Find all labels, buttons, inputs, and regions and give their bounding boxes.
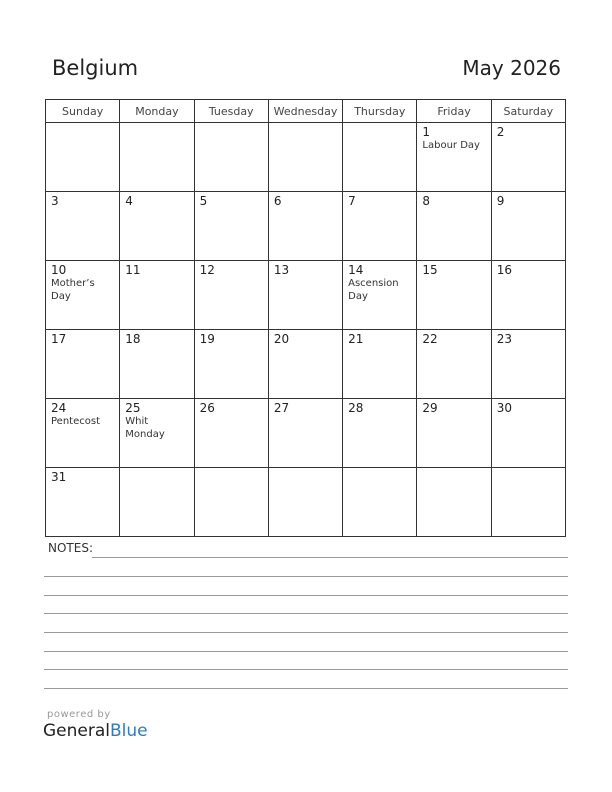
week-row (46, 330, 566, 399)
day-cell (417, 399, 491, 468)
day-cell (417, 468, 491, 537)
powered-by-text: powered by (47, 709, 111, 720)
day-cell (120, 330, 194, 399)
day-number: 13 (273, 263, 290, 277)
day-cell (268, 192, 342, 261)
notes-line (44, 576, 568, 577)
notes-line (44, 613, 568, 614)
day-cell (194, 468, 268, 537)
weekday-header: Tuesday (194, 100, 268, 123)
day-cell (268, 468, 342, 537)
day-number: 26 (199, 401, 215, 415)
calendar-grid (45, 99, 566, 537)
day-cell (268, 330, 342, 399)
day-cell (120, 123, 194, 192)
day-cell (417, 261, 491, 330)
day-number: 16 (496, 263, 512, 277)
day-cell (120, 468, 194, 537)
day-cell (343, 123, 417, 192)
month-title: May 2026 (462, 56, 561, 80)
day-cell (46, 261, 120, 330)
day-cell (120, 399, 194, 468)
day-cell (194, 192, 268, 261)
day-cell (268, 261, 342, 330)
weekday-header: Sunday (46, 100, 120, 123)
day-number: 3 (51, 194, 59, 208)
day-cell (46, 399, 120, 468)
week-row (46, 468, 566, 537)
day-number: 8 (422, 194, 431, 208)
week-row (46, 261, 566, 330)
day-number: 24 (51, 401, 67, 415)
day-cell (417, 123, 491, 192)
notes-line (44, 632, 568, 633)
notes-line (44, 651, 568, 652)
notes-line (44, 669, 568, 670)
week-row (46, 399, 566, 468)
day-cell (46, 330, 120, 399)
day-cell (194, 261, 268, 330)
brand-blue: Blue (110, 721, 148, 741)
holiday-label: Labour Day (422, 140, 480, 151)
day-cell (491, 330, 565, 399)
day-number: 4 (125, 194, 133, 208)
brand-logo (43, 721, 148, 741)
holiday-label: Ascension Day (348, 278, 399, 302)
day-cell (194, 399, 268, 468)
day-cell (417, 192, 491, 261)
day-number: 31 (51, 470, 67, 484)
day-cell (343, 468, 417, 537)
holiday-label: Whit Monday (125, 416, 165, 440)
day-number: 25 (125, 401, 141, 415)
day-cell (46, 123, 120, 192)
day-number: 21 (348, 332, 364, 346)
day-cell (491, 261, 565, 330)
day-cell (120, 192, 194, 261)
day-cell (46, 468, 120, 537)
day-number: 1 (422, 125, 431, 139)
country-title: Belgium (52, 56, 139, 80)
weekday-header: Friday (417, 100, 491, 123)
day-number: 7 (348, 194, 356, 208)
day-number: 30 (496, 401, 512, 415)
day-cell (343, 330, 417, 399)
weekday-header: Thursday (343, 100, 417, 123)
day-cell (194, 330, 268, 399)
day-number: 14 (348, 263, 364, 277)
week-row (46, 192, 566, 261)
day-cell (46, 192, 120, 261)
day-cell (491, 468, 565, 537)
day-cell (120, 261, 194, 330)
day-cell (343, 399, 417, 468)
day-number: 23 (496, 332, 512, 346)
notes-line (44, 688, 568, 689)
day-number: 6 (273, 194, 282, 208)
notes-line (44, 595, 568, 596)
day-number: 28 (348, 401, 364, 415)
day-cell (491, 399, 565, 468)
brand-general: General (43, 721, 110, 741)
weekday-header: Saturday (491, 100, 565, 123)
day-number: 11 (125, 263, 141, 277)
day-number: 9 (496, 194, 505, 208)
day-number: 27 (273, 401, 290, 415)
day-number: 29 (422, 401, 438, 415)
day-number: 2 (496, 125, 505, 139)
notes-line (92, 557, 568, 558)
day-number: 12 (199, 263, 215, 277)
day-number: 10 (51, 263, 67, 277)
day-cell (343, 261, 417, 330)
day-number: 22 (422, 332, 438, 346)
day-number: 19 (199, 332, 215, 346)
day-cell (194, 123, 268, 192)
weekday-header: Wednesday (268, 100, 342, 123)
notes-label: NOTES: (48, 541, 93, 555)
weekday-header-row (46, 100, 566, 123)
day-cell (491, 123, 565, 192)
day-cell (491, 192, 565, 261)
day-cell (268, 123, 342, 192)
day-number: 18 (125, 332, 141, 346)
holiday-label: Pentecost (51, 416, 100, 427)
day-number: 20 (273, 332, 290, 346)
day-cell (343, 192, 417, 261)
day-cell (268, 399, 342, 468)
holiday-label: Mother’s Day (51, 278, 95, 302)
week-row (46, 123, 566, 192)
day-number: 17 (51, 332, 67, 346)
day-cell (417, 330, 491, 399)
day-number: 15 (422, 263, 438, 277)
weekday-header: Monday (120, 100, 194, 123)
day-number: 5 (199, 194, 208, 208)
